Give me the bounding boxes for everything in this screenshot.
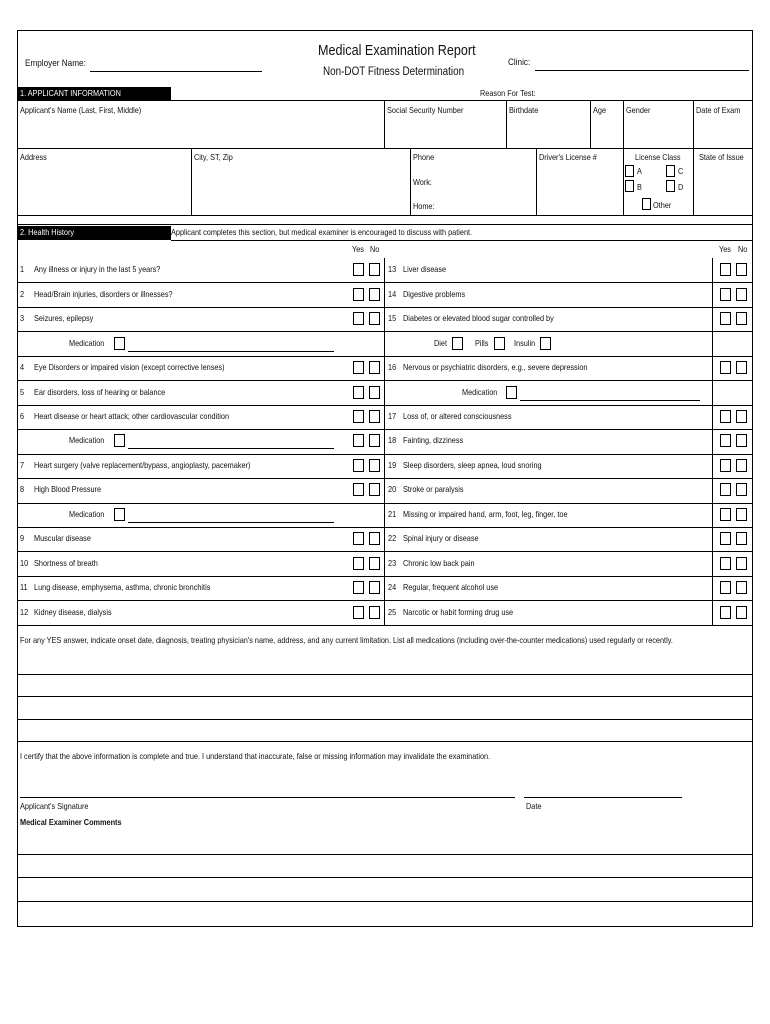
question-right-4-no-checkbox[interactable] (736, 361, 747, 374)
question-left-12-yes-checkbox[interactable] (353, 557, 364, 570)
question-left-7-yes-checkbox[interactable] (353, 434, 364, 447)
medication-checkbox[interactable] (506, 386, 517, 399)
reason-label: Reason For Test: (480, 88, 536, 98)
date-line[interactable] (524, 797, 682, 798)
drivers-license-label: Driver's License # (539, 152, 597, 162)
question-9-text: Muscular disease (34, 533, 91, 544)
class-other-checkbox[interactable] (642, 198, 651, 210)
question-left-9-no-checkbox[interactable] (369, 483, 380, 496)
ssn-label: Social Security Number (387, 105, 464, 115)
question-right-6-yes-checkbox[interactable] (720, 410, 731, 423)
question-right-12-no-checkbox[interactable] (736, 557, 747, 570)
no-header-left: No (370, 244, 380, 254)
question-14-number: 14 (388, 288, 397, 299)
question-19-text: Sleep disorders, sleep apnea, loud snoring (403, 459, 542, 470)
question-15-text: Diabetes or elevated blood sugar controlled by (403, 313, 554, 324)
medication-line[interactable] (128, 522, 334, 523)
question-left-13-no-checkbox[interactable] (369, 581, 380, 594)
employer-label: Employer Name: (25, 58, 86, 69)
question-left-4-no-checkbox[interactable] (369, 361, 380, 374)
date-of-exam-label: Date of Exam (696, 105, 741, 115)
question-1-text: Any illness or injury in the last 5 years? (34, 264, 161, 275)
form-title: Medical Examination Report (318, 42, 476, 59)
question-right-7-yes-checkbox[interactable] (720, 434, 731, 447)
question-right-2-no-checkbox[interactable] (736, 312, 747, 325)
signature-label: Applicant's Signature (20, 801, 89, 811)
examiner-comments-label: Medical Examiner Comments (20, 817, 122, 827)
question-right-8-yes-checkbox[interactable] (720, 459, 731, 472)
question-21-number: 21 (388, 508, 397, 519)
question-left-5-yes-checkbox[interactable] (353, 386, 364, 399)
medication-checkbox[interactable] (114, 434, 125, 447)
section1-header: 1. APPLICANT INFORMATION (18, 87, 171, 101)
question-left-6-yes-checkbox[interactable] (353, 410, 364, 423)
question-right-13-no-checkbox[interactable] (736, 581, 747, 594)
question-21-text: Missing or impaired hand, arm, foot, leg, finger, toe (403, 508, 568, 519)
insulin-label: Insulin (514, 337, 536, 348)
notes-line-3[interactable] (18, 719, 753, 720)
clinic-label: Clinic: (508, 57, 531, 68)
question-6-number: 6 (20, 410, 25, 421)
question-left-12-no-checkbox[interactable] (369, 557, 380, 570)
question-20-number: 20 (388, 484, 397, 495)
question-3-text: Seizures, epilepsy (34, 313, 94, 324)
question-18-number: 18 (388, 435, 397, 446)
question-left-6-no-checkbox[interactable] (369, 410, 380, 423)
question-17-number: 17 (388, 410, 397, 421)
question-16-number: 16 (388, 362, 397, 372)
question-left-8-no-checkbox[interactable] (369, 459, 380, 472)
question-right-4-yes-checkbox[interactable] (720, 361, 731, 374)
section2-header: 2. Health History (18, 226, 171, 240)
pills-label: Pills (475, 337, 489, 348)
question-15-number: 15 (388, 313, 397, 324)
question-left-4-yes-checkbox[interactable] (353, 361, 364, 374)
question-left-1-yes-checkbox[interactable] (353, 288, 364, 301)
medication-line[interactable] (520, 400, 700, 401)
question-2-text: Head/Brain injuries, disorders or illnesses? (34, 288, 173, 299)
question-right-0-yes-checkbox[interactable] (720, 263, 731, 276)
pills-checkbox[interactable] (494, 337, 505, 350)
question-right-14-no-checkbox[interactable] (736, 606, 747, 619)
question-left-0-no-checkbox[interactable] (369, 263, 380, 276)
section2-note: Applicant completes this section, but medical examiner is encouraged to discuss with patient. (171, 227, 473, 237)
gender-label: Gender (626, 105, 651, 115)
question-3-number: 3 (20, 313, 25, 324)
question-10-number: 10 (20, 557, 29, 568)
question-right-11-no-checkbox[interactable] (736, 532, 747, 545)
question-right-1-no-checkbox[interactable] (736, 288, 747, 301)
medication-line[interactable] (128, 351, 334, 352)
class-d-checkbox[interactable] (666, 180, 675, 192)
question-5-number: 5 (20, 386, 25, 397)
question-11-number: 11 (20, 582, 28, 593)
birthdate-label: Birthdate (509, 105, 539, 115)
question-23-number: 23 (388, 557, 397, 568)
question-right-9-yes-checkbox[interactable] (720, 483, 731, 496)
class-c-label: C (678, 166, 684, 176)
city-label: City, ST, Zip (194, 152, 233, 162)
question-25-text: Narcotic or habit forming drug use (403, 606, 514, 617)
question-right-12-yes-checkbox[interactable] (720, 557, 731, 570)
question-2-number: 2 (20, 288, 25, 299)
medication-line[interactable] (128, 448, 334, 449)
question-16-text: Nervous or psychiatric disorders, e.g., severe depression (403, 362, 588, 372)
comments-line-3[interactable] (18, 901, 753, 902)
question-4-number: 4 (20, 362, 25, 372)
exam-form (17, 30, 753, 927)
comments-line-1[interactable] (18, 854, 753, 855)
question-13-text: Liver disease (403, 264, 447, 275)
question-20-text: Stroke or paralysis (403, 484, 464, 495)
question-left-5-no-checkbox[interactable] (369, 386, 380, 399)
form-subtitle: Non-DOT Fitness Determination (323, 66, 465, 78)
notes-line-1[interactable] (18, 674, 753, 675)
question-right-8-no-checkbox[interactable] (736, 459, 747, 472)
class-b-label: B (637, 182, 642, 192)
question-7-text: Heart surgery (valve replacement/bypass, angioplasty, pacemaker) (34, 459, 251, 470)
medication-checkbox[interactable] (114, 508, 125, 521)
question-4-text: Eye Disorders or impaired vision (except corrective lenses) (34, 362, 225, 372)
question-22-number: 22 (388, 533, 397, 544)
question-left-2-yes-checkbox[interactable] (353, 312, 364, 325)
age-label: Age (593, 105, 607, 115)
question-8-number: 8 (20, 484, 25, 495)
home-phone-label: Home: (413, 201, 435, 211)
question-7-number: 7 (20, 459, 25, 470)
question-right-10-yes-checkbox[interactable] (720, 508, 731, 521)
question-5-text: Ear disorders, loss of hearing or balance (34, 386, 166, 397)
applicant-name-label: Applicant's Name (Last, First, Middle) (20, 105, 142, 115)
question-12-number: 12 (20, 606, 29, 617)
yes-header-left: Yes (352, 244, 364, 254)
question-right-11-yes-checkbox[interactable] (720, 532, 731, 545)
question-8-text: High Blood Pressure (34, 484, 102, 495)
question-left-14-no-checkbox[interactable] (369, 606, 380, 619)
class-other-label: Other (653, 200, 672, 210)
question-14-text: Digestive problems (403, 288, 466, 299)
insulin-checkbox[interactable] (540, 337, 551, 350)
phone-label: Phone (413, 152, 435, 162)
work-phone-label: Work: (413, 177, 432, 187)
question-right-9-no-checkbox[interactable] (736, 483, 747, 496)
question-right-2-yes-checkbox[interactable] (720, 312, 731, 325)
class-c-checkbox[interactable] (666, 165, 675, 177)
license-class-label: License Class (635, 152, 681, 162)
medication-label: Medication (69, 508, 105, 519)
question-18-text: Fainting, dizziness (403, 435, 464, 446)
question-24-number: 24 (388, 582, 397, 593)
question-23-text: Chronic low back pain (403, 557, 475, 568)
comments-line-2[interactable] (18, 877, 753, 878)
question-6-text: Heart disease or heart attack; other cardiovascular condition (34, 410, 230, 421)
question-13-number: 13 (388, 264, 397, 275)
class-d-label: D (678, 182, 684, 192)
question-left-7-no-checkbox[interactable] (369, 434, 380, 447)
yes-instructions: For any YES answer, indicate onset date, diagnosis, treating physician's name, address, and any current limitation. List all medications (including over-the-counter medications) used regularly or recently. (20, 635, 673, 645)
question-right-10-no-checkbox[interactable] (736, 508, 747, 521)
question-19-number: 19 (388, 459, 397, 470)
diet-checkbox[interactable] (452, 337, 463, 350)
question-right-6-no-checkbox[interactable] (736, 410, 747, 423)
question-left-14-yes-checkbox[interactable] (353, 606, 364, 619)
question-left-0-yes-checkbox[interactable] (353, 263, 364, 276)
medication-label: Medication (69, 435, 105, 446)
question-left-11-yes-checkbox[interactable] (353, 532, 364, 545)
question-9-number: 9 (20, 533, 25, 544)
question-1-number: 1 (20, 264, 25, 275)
address-label: Address (20, 152, 47, 162)
diet-label: Diet (434, 337, 448, 348)
notes-line-2[interactable] (18, 696, 753, 697)
question-left-2-no-checkbox[interactable] (369, 312, 380, 325)
medication-checkbox[interactable] (114, 337, 125, 350)
question-left-1-no-checkbox[interactable] (369, 288, 380, 301)
signature-line[interactable] (20, 797, 515, 798)
question-right-0-no-checkbox[interactable] (736, 263, 747, 276)
no-header-right: No (738, 244, 748, 254)
question-22-text: Spinal injury or disease (403, 533, 479, 544)
class-a-checkbox[interactable] (625, 165, 634, 177)
state-of-issue-label: State of Issue (699, 152, 744, 162)
question-right-7-no-checkbox[interactable] (736, 434, 747, 447)
class-b-checkbox[interactable] (625, 180, 634, 192)
certification-text: I certify that the above information is complete and true. I understand that inaccurate, false or missing information may invalidate the examination. (20, 751, 491, 761)
question-right-1-yes-checkbox[interactable] (720, 288, 731, 301)
question-left-13-yes-checkbox[interactable] (353, 581, 364, 594)
class-a-label: A (637, 166, 642, 176)
question-25-number: 25 (388, 606, 397, 617)
question-left-11-no-checkbox[interactable] (369, 532, 380, 545)
question-24-text: Regular, frequent alcohol use (403, 582, 499, 593)
question-right-14-yes-checkbox[interactable] (720, 606, 731, 619)
medication-label: Medication (462, 386, 498, 397)
question-17-text: Loss of, or altered consciousness (403, 410, 512, 421)
medication-label: Medication (69, 337, 105, 348)
question-10-text: Shortness of breath (34, 557, 98, 568)
yes-header-right: Yes (719, 244, 731, 254)
question-11-text: Lung disease, emphysema, asthma, chronic bronchitis (34, 582, 211, 593)
question-left-8-yes-checkbox[interactable] (353, 459, 364, 472)
date-label: Date (526, 801, 542, 811)
question-left-9-yes-checkbox[interactable] (353, 483, 364, 496)
question-12-text: Kidney disease, dialysis (34, 606, 112, 617)
question-right-13-yes-checkbox[interactable] (720, 581, 731, 594)
